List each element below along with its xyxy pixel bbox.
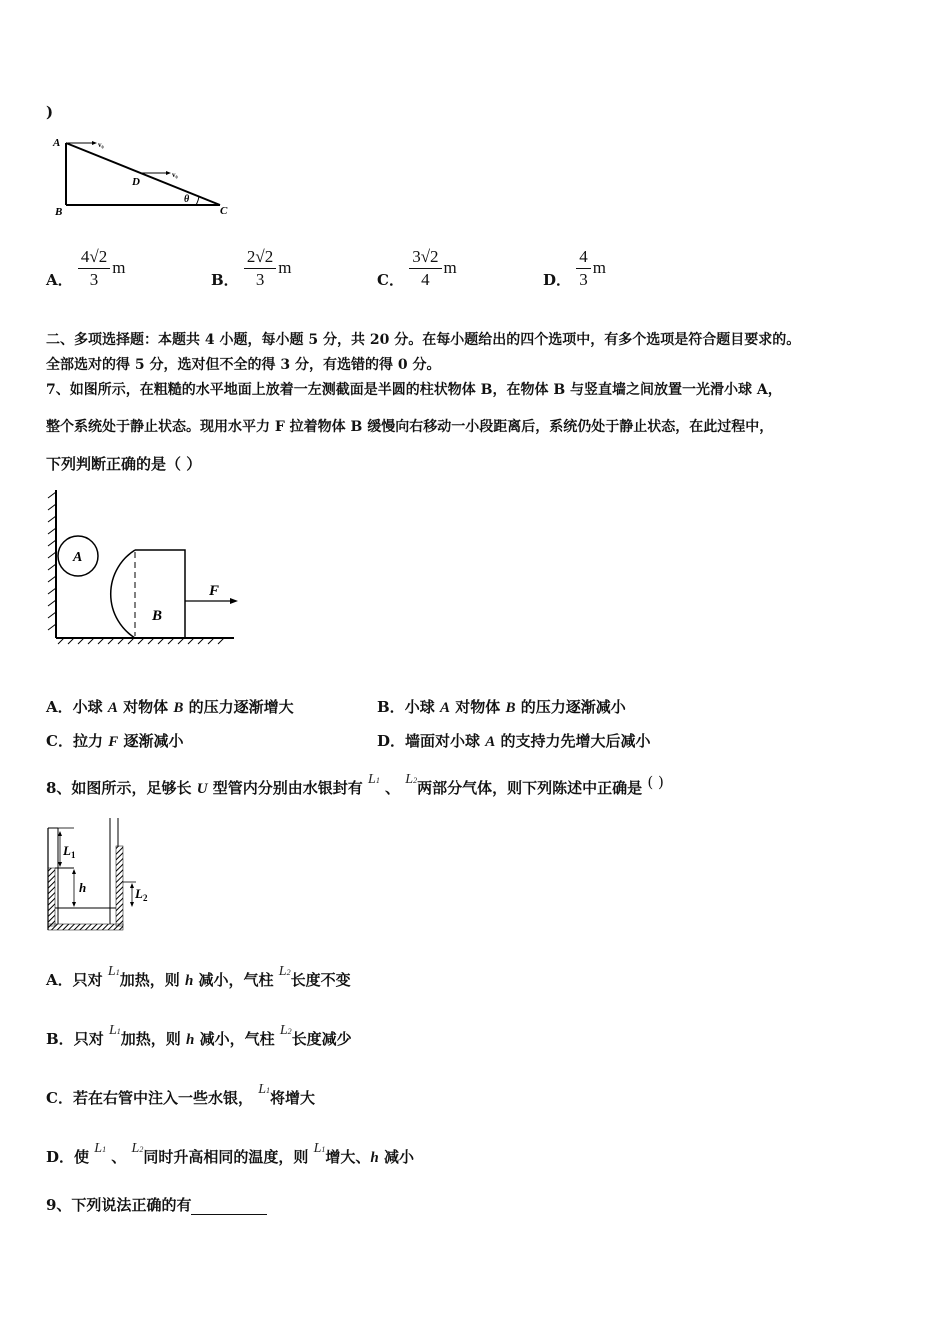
q7-option-d[interactable]: D．墙面对小球 A 的支持力先增大后减小 [377, 732, 651, 750]
q6-option-b[interactable]: B． $\frac{2√2}{3}$ m [211, 247, 292, 289]
label-A: A [73, 550, 83, 565]
section2-line1: 二、多项选择题：本题共 4 小题，每小题 5 分，共 20 分。在每小题给出的四个选项中，有多个选项是符合题目要求的。 [46, 332, 801, 348]
label-B: B [152, 608, 163, 624]
incline-figure [50, 133, 235, 218]
q8-stem: 8、如图所示，足够长 U 型管内分别由水银封有 L1 、 L2两部分气体，则下列陈述中正确是 ( ) [46, 772, 664, 797]
q8-option-c[interactable]: C．若在右管中注入一些水银， L1将增大 [46, 1082, 316, 1107]
fraction: $\frac{3√2}{4}$ [409, 246, 441, 291]
section2-line2: 全部选对的得 5 分，选对但不全的得 3 分，有选错的得 0 分。 [46, 357, 441, 373]
L2-symbol: L2 [405, 772, 418, 787]
top-paren: ) [46, 103, 54, 121]
q7-option-c[interactable]: C．拉力 F 逐渐减小 [46, 732, 184, 750]
label-L2: $L_2$ [135, 886, 148, 903]
label-v0-mid: v₀ [172, 171, 178, 179]
L1-symbol: L1 [368, 772, 380, 787]
label-D: D [132, 176, 140, 188]
q6-option-a[interactable]: A． $\frac{4√2}{3}$ m [46, 247, 126, 289]
label-v0-top: v₀ [98, 141, 104, 149]
q7-option-b[interactable]: B．小球 A 对物体 B 的压力逐渐减小 [377, 698, 626, 716]
label-theta: θ [184, 194, 190, 205]
label-A: A [53, 137, 61, 149]
q8-option-a[interactable]: A．只对 L1加热，则 h 减小，气柱 L2长度不变 [46, 964, 351, 989]
q7-option-a[interactable]: A．小球 A 对物体 B 的压力逐渐增大 [46, 698, 294, 716]
q9-stem: 9、下列说法正确的有 [46, 1194, 267, 1215]
u-tube-figure [44, 818, 159, 934]
q7-stem-line2: 整个系统处于静止状态。现用水平力 F 拉着物体 B 缓慢向右移动一小段距离后，系统仍处于静止状态，在此过程中， [46, 419, 774, 435]
label-C: C [220, 205, 228, 217]
fraction: $\frac{4√2}{3}$ [78, 246, 110, 291]
fraction: $\frac{2√2}{3}$ [244, 246, 276, 291]
answer-blank[interactable] [191, 1199, 267, 1215]
q6-option-d[interactable]: D． $\frac{4}{3}$ m [543, 247, 606, 289]
q6-option-c[interactable]: C． $\frac{3√2}{4}$ m [377, 247, 457, 289]
wall-ball-figure [44, 488, 244, 648]
label-h: h [79, 880, 87, 895]
q7-stem-line3: 下列判断正确的是（ ） [46, 455, 202, 473]
q8-option-d[interactable]: D．使 L1 、 L2同时升高相同的温度，则 L1增大、h 减小 [46, 1141, 414, 1166]
q7-stem-line1: 7、如图所示，在粗糙的水平地面上放着一左测截面是半圆的柱状物体 B，在物体 B 与竖直墙之间放置一光滑小球 A， [46, 382, 782, 398]
q8-option-b[interactable]: B．只对 L1加热，则 h 减小，气柱 L2长度减少 [46, 1023, 352, 1048]
label-F: F [209, 583, 220, 599]
fraction: $\frac{4}{3}$ [576, 246, 591, 291]
label-L1: $L_1$ [63, 843, 76, 860]
label-B: B [55, 206, 63, 218]
